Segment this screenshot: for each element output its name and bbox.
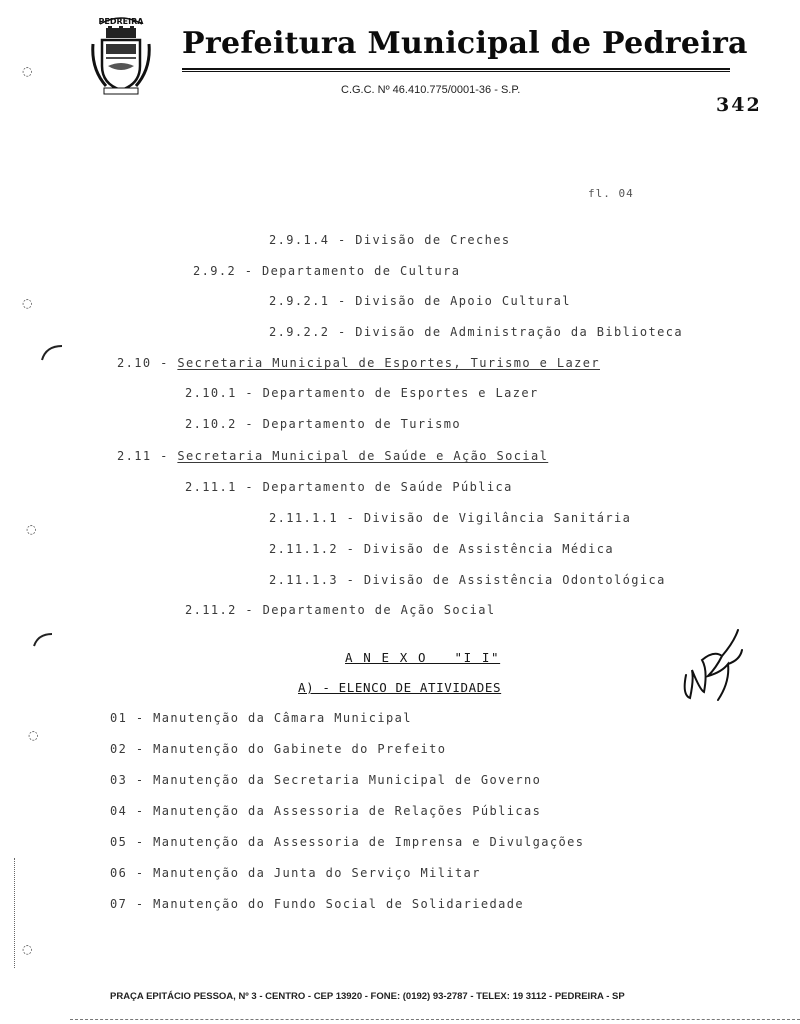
footer-rule: [70, 1019, 800, 1020]
handwritten-signature-icon: [678, 620, 748, 710]
municipal-coat-of-arms-icon: [90, 14, 152, 98]
hole-punch-mark-icon: ◌: [22, 64, 33, 78]
folio-number: fl. 04: [588, 187, 634, 200]
scan-edge-artifact: [14, 858, 17, 968]
structure-item: 2.10.1 - Departamento de Esportes e Lazer: [185, 386, 539, 400]
secretariat-heading: 2.10 - Secretaria Municipal de Esportes, Turismo e Lazer: [117, 356, 600, 370]
structure-item: 2.11.1 - Departamento de Saúde Pública: [185, 480, 513, 494]
structure-item: 2.9.2 - Departamento de Cultura: [193, 264, 461, 278]
structure-item: 2.9.1.4 - Divisão de Creches: [269, 233, 511, 247]
annex-subtitle: A) - ELENCO DE ATIVIDADES: [298, 680, 502, 695]
activity-item: 01 - Manutenção da Câmara Municipal: [110, 711, 412, 725]
scan-artifact-icon: [40, 342, 64, 362]
activity-item: 07 - Manutenção do Fundo Social de Solidariedade: [110, 897, 524, 911]
footer-address: PRAÇA EPITÁCIO PESSOA, Nº 3 - CENTRO - CEP 13920 - FONE: (0192) 93-2787 - TELEX: 19 3112 - PEDREIRA - SP: [110, 991, 625, 1002]
hole-punch-mark-icon: ◌: [26, 522, 37, 536]
cgc-registration: C.G.C. Nº 46.410.775/0001-36 - S.P.: [341, 84, 521, 96]
hole-punch-mark-icon: ◌: [28, 728, 39, 742]
activity-item: 03 - Manutenção da Secretaria Municipal de Governo: [110, 773, 542, 787]
structure-item: 2.10.2 - Departamento de Turismo: [185, 417, 461, 431]
title-underline: [182, 68, 730, 72]
activity-item: 04 - Manutenção da Assessoria de Relações Públicas: [110, 804, 542, 818]
activity-item: 05 - Manutenção da Assessoria de Imprensa e Divulgações: [110, 835, 585, 849]
annex-title: A N E X O "I I": [345, 650, 501, 665]
hole-punch-mark-icon: ◌: [22, 296, 33, 310]
secretariat-heading: 2.11 - Secretaria Municipal de Saúde e Ação Social: [117, 449, 549, 463]
structure-item: 2.9.2.1 - Divisão de Apoio Cultural: [269, 294, 571, 308]
activity-item: 06 - Manutenção da Junta do Serviço Militar: [110, 866, 481, 880]
structure-item: 2.9.2.2 - Divisão de Administração da Biblioteca: [269, 325, 683, 339]
scan-artifact-icon: [32, 630, 54, 648]
structure-item: 2.11.1.3 - Divisão de Assistência Odontológica: [269, 573, 666, 587]
activity-item: 02 - Manutenção do Gabinete do Prefeito: [110, 742, 447, 756]
municipality-title: Prefeitura Municipal de Pedreira: [182, 26, 748, 61]
svg-text:PEDREIRA: PEDREIRA: [98, 17, 144, 26]
hole-punch-mark-icon: ◌: [22, 942, 33, 956]
structure-item: 2.11.2 - Departamento de Ação Social: [185, 603, 496, 617]
page-number-stamp: 342: [716, 94, 762, 116]
structure-item: 2.11.1.2 - Divisão de Assistência Médica: [269, 542, 614, 556]
structure-item: 2.11.1.1 - Divisão de Vigilância Sanitária: [269, 511, 632, 525]
